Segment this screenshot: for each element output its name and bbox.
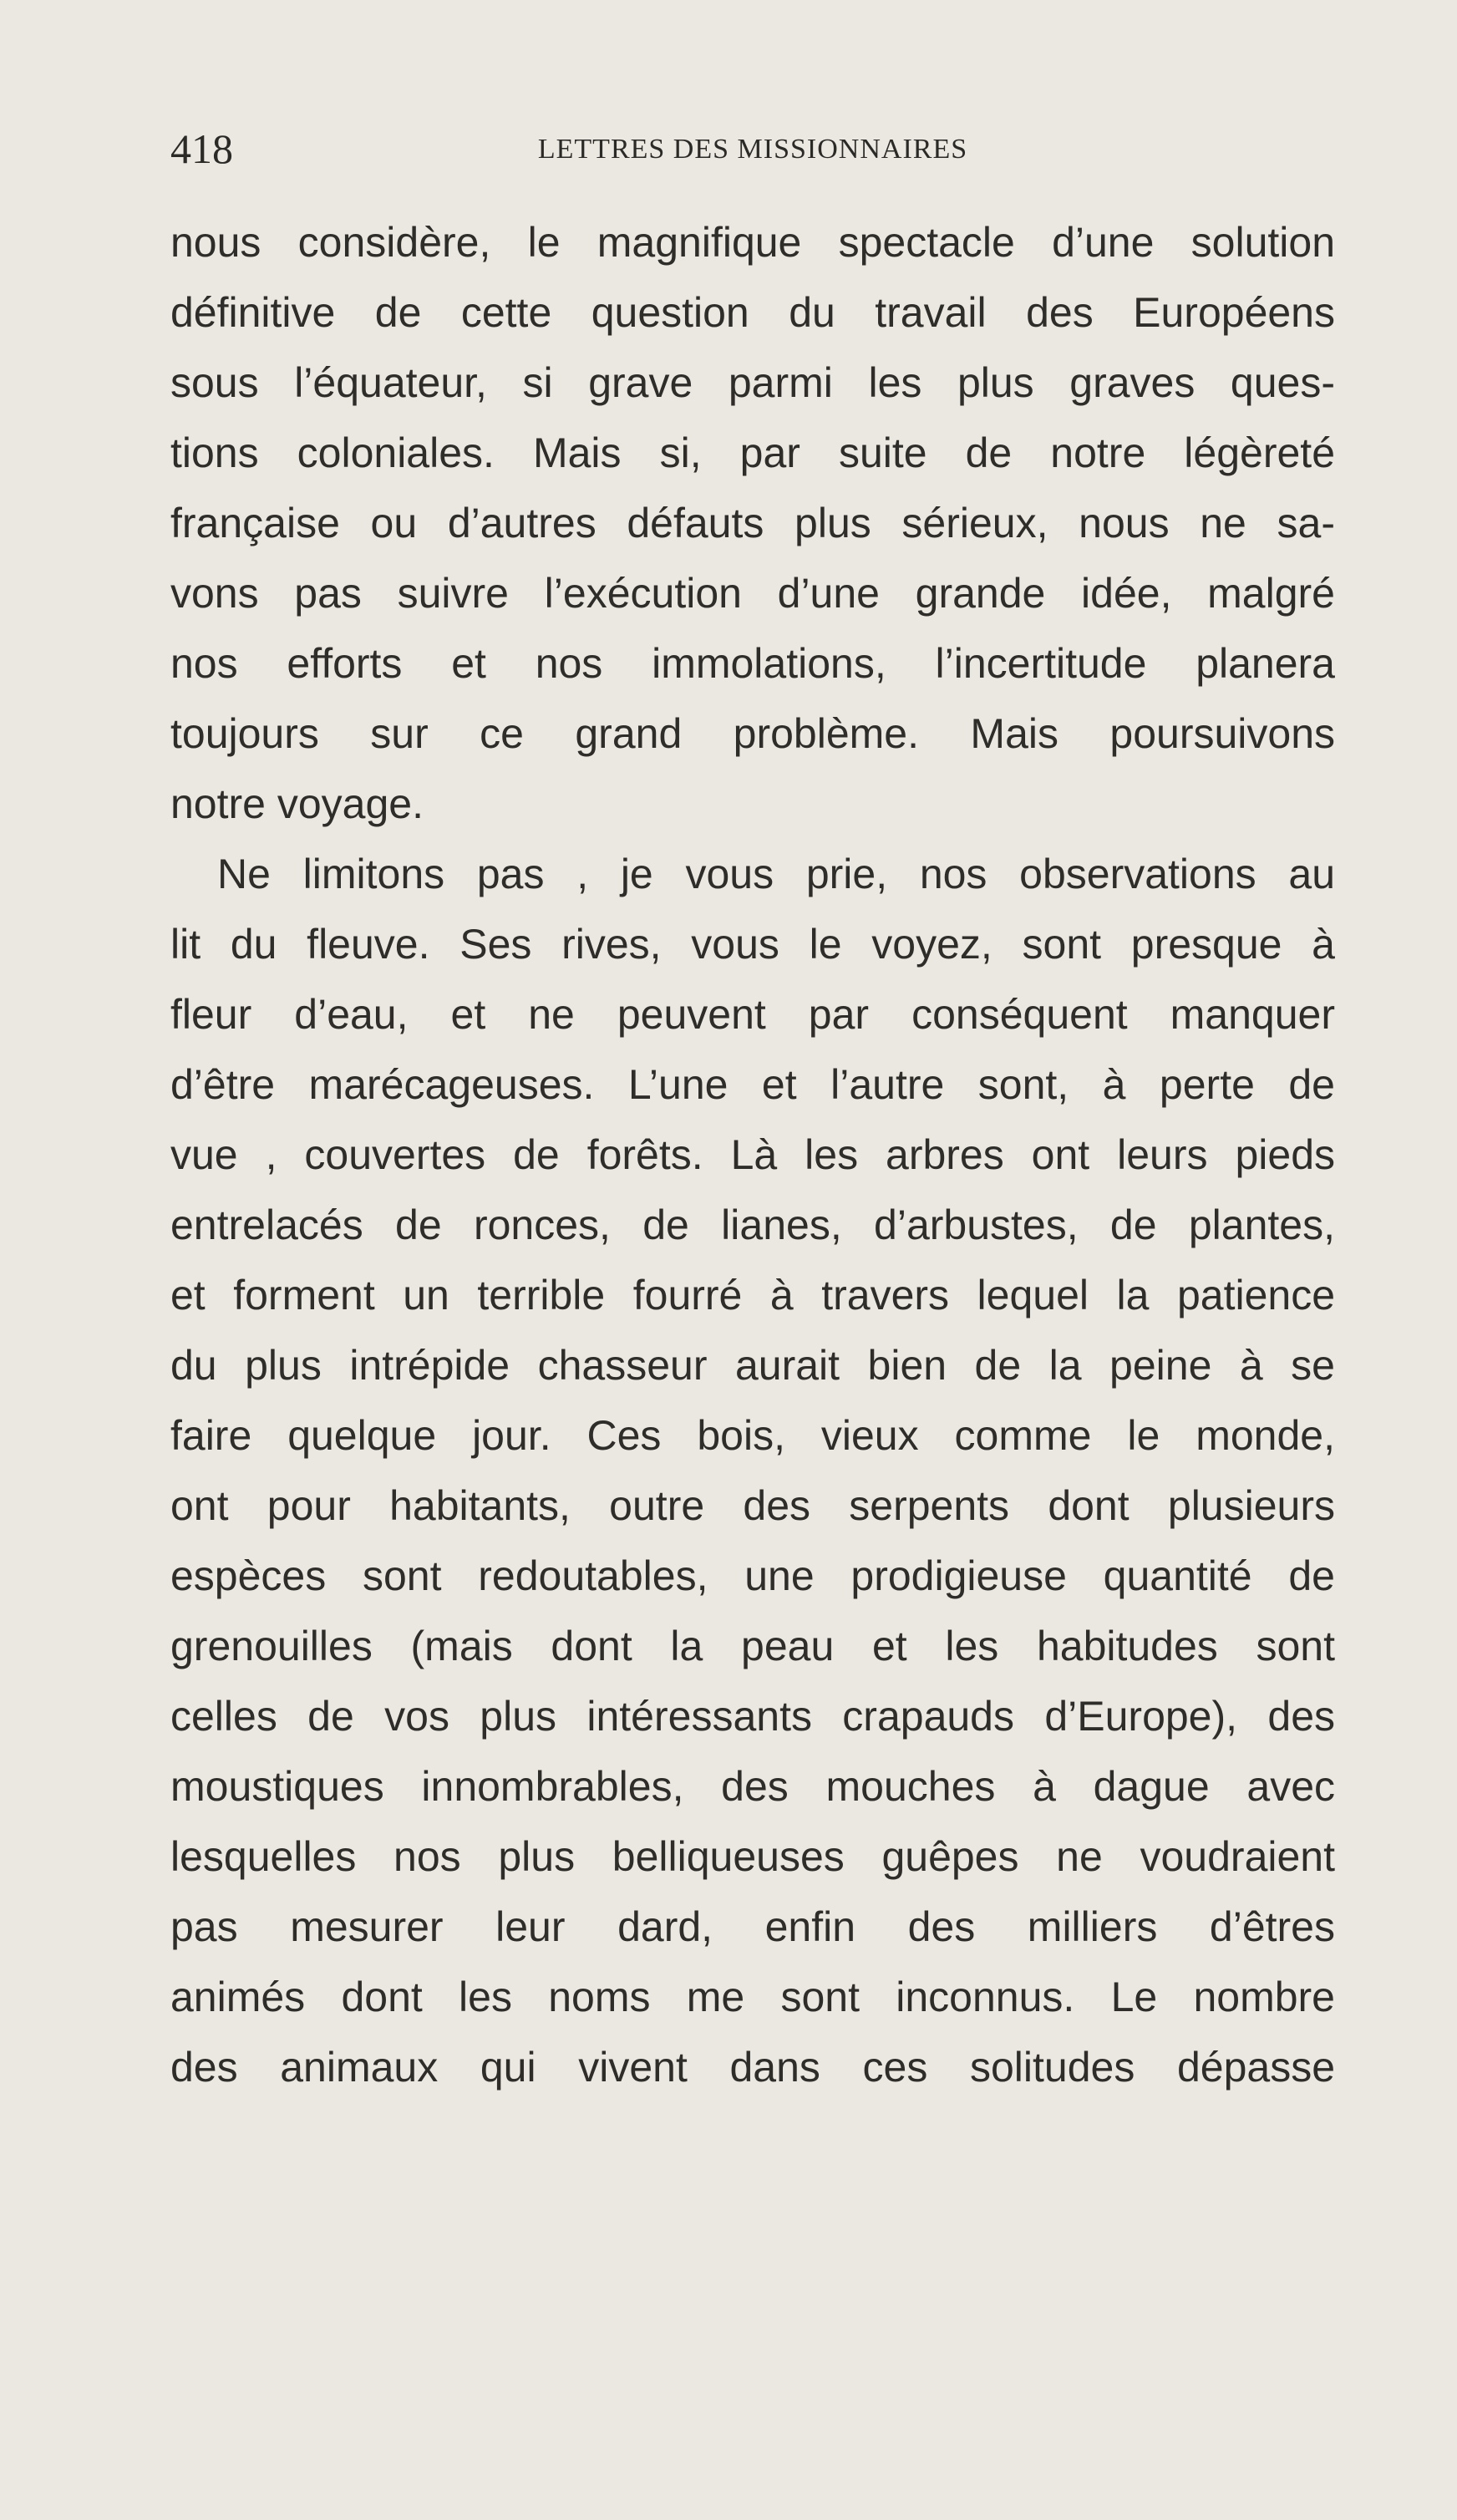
text-line: d’être marécageuses. L’une et l’autre sont, à perte de [170,1061,1335,1108]
running-head: LETTRES DES MISSIONNAIRES [537,134,968,165]
text-line: et forment un terrible fourré à travers lequel la patience [170,1272,1335,1318]
text-line: grenouilles (mais dont la peau et les habitudes sont [170,1623,1335,1669]
page-number: 418 [170,125,233,172]
text-line: lit du fleuve. Ses rives, vous le voyez, sont presque à [170,921,1335,968]
text-line: du plus intrépide chasseur aurait bien de la peine à se [170,1342,1335,1389]
text-line: toujours sur ce grand problème. Mais poursuivons [170,710,1335,757]
text-line: vue , couvertes de forêts. Là les arbres ont leurs pieds [170,1131,1335,1178]
text-line: française ou d’autres défauts plus sérieux, nous ne sa- [170,500,1335,546]
text-line: espèces sont redoutables, une prodigieuse quantité de [170,1552,1335,1599]
text-line: définitive de cette question du travail des Européens [170,289,1335,336]
text-line: animés dont les noms me sont inconnus. Le nombre [170,1974,1335,2020]
text-line: moustiques innombrables, des mouches à dague avec [170,1763,1335,1810]
page-header [170,124,1335,174]
text-line: notre voyage. [170,780,424,827]
text-line: pas mesurer leur dard, enfin des milliers d’êtres [170,1903,1335,1950]
text-line: nos efforts et nos immolations, l’incertitude planera [170,640,1335,687]
text-line: ont pour habitants, outre des serpents dont plusieurs [170,1482,1335,1529]
text-line: des animaux qui vivent dans ces solitudes dépasse [170,2044,1335,2091]
text-line: tions coloniales. Mais si, par suite de notre légèreté [170,429,1335,476]
text-line: fleur d’eau, et ne peuvent par conséquent manquer [170,991,1335,1038]
text-line: Ne limitons pas , je vous prie, nos observations au [217,851,1335,897]
text-line: lesquelles nos plus belliqueuses guêpes ne voudraient [170,1833,1335,1880]
text-line: sous l’équateur, si grave parmi les plus graves ques- [170,359,1335,406]
text-line: faire quelque jour. Ces bois, vieux comme le monde, [170,1412,1335,1459]
text-line: celles de vos plus intéressants crapauds d’Europe), des [170,1693,1335,1740]
body-text [170,207,1335,2102]
text-line: vons pas suivre l’exécution d’une grande idée, malgré [170,570,1335,617]
text-line: nous considère, le magnifique spectacle d’une solution [170,219,1335,266]
text-line: entrelacés de ronces, de lianes, d’arbustes, de plantes, [170,1202,1335,1248]
